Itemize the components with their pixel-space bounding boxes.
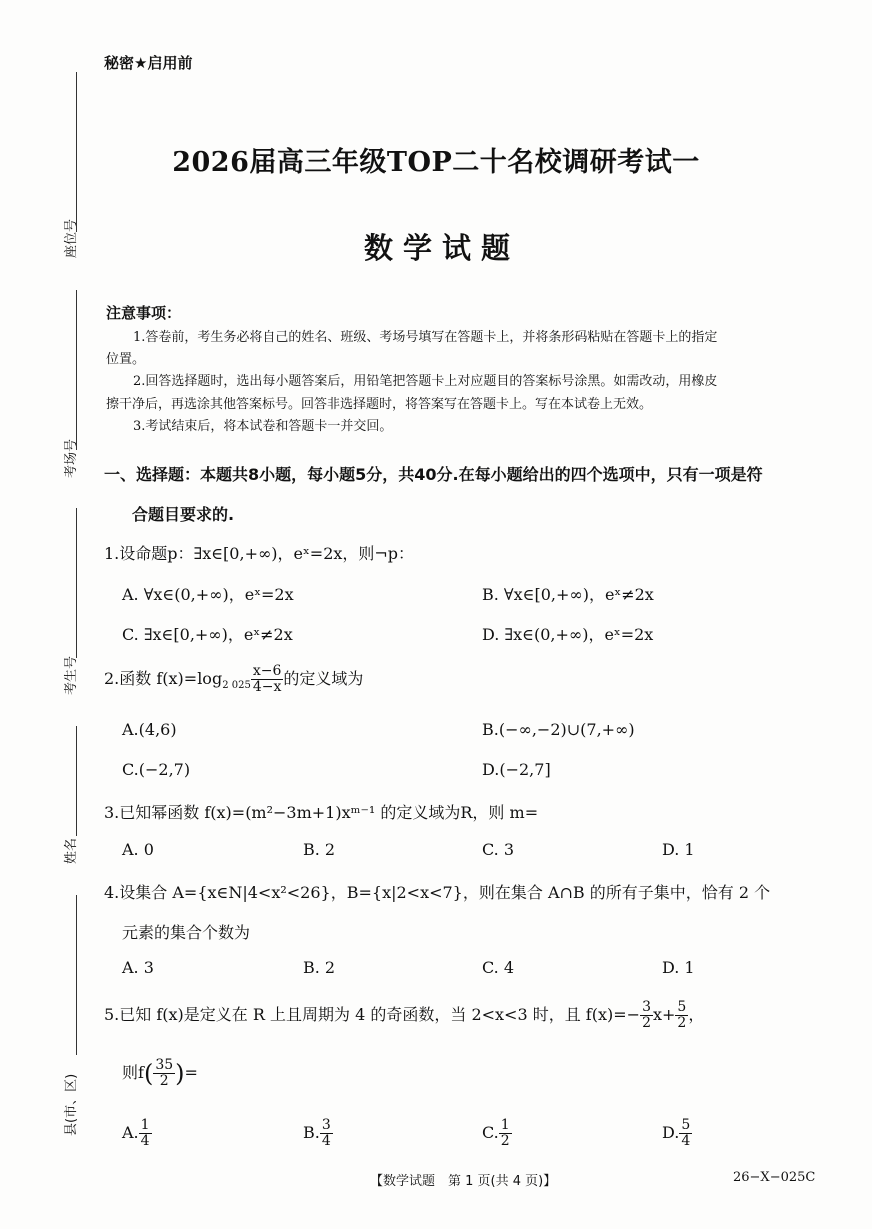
question-3-option-c: C. 3 — [482, 840, 515, 859]
notice-item-2: 2.回答选择题时，选出每小题答案后，用铅笔把答题卡上对应题目的答案标号涂黑。如需改动，用橡皮 — [133, 374, 718, 389]
exam-room-label: 考场号 — [64, 438, 79, 478]
q5-c-label: C. — [482, 1123, 499, 1142]
q2-log-base: 2 025 — [222, 680, 251, 692]
question-4-stem-cont: 元素的集合个数为 — [122, 923, 251, 942]
student-number-label: 考生号 — [64, 655, 79, 695]
name-label: 姓名 — [64, 837, 79, 864]
q5-const-den: 2 — [677, 1015, 687, 1031]
notice-item-3: 3.考试结束后，将本试卷和答题卡一并交回。 — [133, 419, 393, 434]
notice-heading: 注意事项： — [106, 304, 182, 322]
question-4-option-b: B. 2 — [303, 958, 336, 977]
question-1-stem: 1.设命题p：∃x∈[0,+∞)，eˣ=2x，则¬p： — [104, 544, 415, 563]
question-5-option-c — [482, 1118, 512, 1149]
question-2-option-c: C.(−2,7) — [122, 760, 191, 779]
q5-b-num: 3 — [321, 1117, 331, 1133]
section-heading: 一、选择题：本题共8小题，每小题5分，共40分.在每小题给出的四个选项中，只有一项是符 — [104, 465, 763, 484]
subject-title: 数学试题 — [363, 231, 520, 265]
q5-right-paren: ) — [175, 1059, 185, 1088]
q5-const-num: 5 — [677, 999, 687, 1015]
q5-b-den: 4 — [321, 1133, 331, 1149]
q5-coef-den: 2 — [642, 1015, 651, 1031]
q5-arg-den: 2 — [159, 1073, 169, 1089]
q5-d-label: D. — [662, 1123, 680, 1142]
q2-fraction-num: x−6 — [252, 663, 282, 679]
paper-code: 26−X−025C — [733, 1170, 816, 1185]
question-4-option-a: A. 3 — [122, 958, 154, 977]
question-5-stem — [104, 1000, 704, 1031]
q5-const-fraction — [675, 1000, 688, 1031]
notice-item-2-cont: 擦干净后，再选涂其他答案标号。回答非选择题时，将答案写在答题卡上。写在本试卷上无效。 — [106, 397, 653, 412]
side-line-4 — [76, 726, 77, 836]
q2-fraction — [251, 664, 284, 695]
question-4-option-d: D. 1 — [662, 958, 695, 977]
question-3-stem: 3.已知幂函数 f(x)=(m²−3m+1)xᵐ⁻¹ 的定义域为R，则 m= — [104, 803, 539, 822]
q5-d-num: 5 — [681, 1117, 691, 1133]
q5-a-label: A. — [122, 1123, 139, 1142]
question-2-option-d: D.(−2,7] — [482, 760, 551, 779]
question-2-stem — [104, 664, 363, 695]
q5-c-den: 2 — [500, 1133, 510, 1149]
q5-coef-num: 3 — [642, 999, 651, 1015]
q5-left-paren: ( — [143, 1059, 154, 1088]
notice-item-1: 1.答卷前，考生务必将自己的姓名、班级、考场号填写在答题卡上，并将条形码粘贴在答题卡上的指定 — [133, 330, 718, 345]
section-heading-cont: 合题目要求的. — [132, 505, 235, 524]
q5-stem-end: ， — [688, 1005, 705, 1024]
question-3-option-a: A. 0 — [122, 840, 154, 859]
side-line-2 — [76, 290, 77, 450]
q2-stem-suffix: 的定义域为 — [283, 669, 364, 688]
question-2-option-a: A.(4,6) — [122, 720, 177, 739]
notice-item-1-cont: 位置。 — [106, 352, 146, 367]
question-2-option-b: B.(−∞,−2)∪(7,+∞) — [482, 720, 635, 739]
exam-title: 2026届高三年级TOP二十名校调研考试一 — [172, 147, 700, 178]
question-5-option-b — [303, 1118, 333, 1149]
q5-a-den: 4 — [140, 1133, 150, 1149]
q5-d-den: 4 — [681, 1133, 691, 1149]
question-1-option-d: D. ∃x∈(0,+∞)，eˣ=2x — [482, 625, 654, 644]
seat-number-label: 座位号 — [64, 218, 79, 258]
q5-b-label: B. — [303, 1123, 320, 1142]
page-footer: 【数学试题 第 1 页(共 4 页)】 — [370, 1174, 557, 1189]
question-1-option-b: B. ∀x∈[0,+∞)，eˣ≠2x — [482, 585, 654, 604]
q2-fraction-den: 4−x — [252, 679, 282, 695]
q5-b-fraction — [320, 1118, 333, 1149]
side-line-3 — [76, 508, 77, 658]
q5-line2-suffix: = — [184, 1063, 198, 1082]
question-1-option-c: C. ∃x∈[0,+∞)，eˣ≠2x — [122, 625, 293, 644]
question-5-option-a — [122, 1118, 152, 1149]
question-3-option-b: B. 2 — [303, 840, 336, 859]
question-4-option-c: C. 4 — [482, 958, 515, 977]
q5-arg-fraction — [153, 1058, 175, 1089]
question-5-option-d — [662, 1118, 692, 1149]
q5-stem-prefix: 5.已知 f(x)是定义在 R 上且周期为 4 的奇函数，当 2<x<3 时，且 f(x)=− — [104, 1005, 641, 1024]
question-4-stem: 4.设集合 A={x∈N|4<x²<26}，B={x|2<x<7}，则在集合 A∩B 的所有子集中，恰有 2 个 — [104, 883, 771, 902]
q5-c-fraction — [499, 1118, 512, 1149]
q5-line2-prefix: 则f — [122, 1063, 144, 1082]
secret-mark: 秘密★启用前 — [104, 54, 193, 72]
question-5-stem-cont — [122, 1058, 198, 1089]
q5-c-num: 1 — [500, 1117, 510, 1133]
q5-coef-fraction — [640, 1000, 653, 1031]
q5-a-fraction — [139, 1118, 152, 1149]
side-line-5 — [76, 895, 77, 1055]
question-1-option-a: A. ∀x∈(0,+∞)，eˣ=2x — [122, 585, 294, 604]
q2-stem-prefix: 2.函数 f(x)=log — [104, 669, 223, 688]
question-3-option-d: D. 1 — [662, 840, 695, 859]
q5-d-fraction — [679, 1118, 692, 1149]
county-label: 县(市、区) — [64, 1073, 79, 1136]
q5-stem-mid: x+ — [652, 1005, 676, 1024]
q5-arg-num: 35 — [155, 1057, 174, 1073]
q5-a-num: 1 — [140, 1117, 150, 1133]
